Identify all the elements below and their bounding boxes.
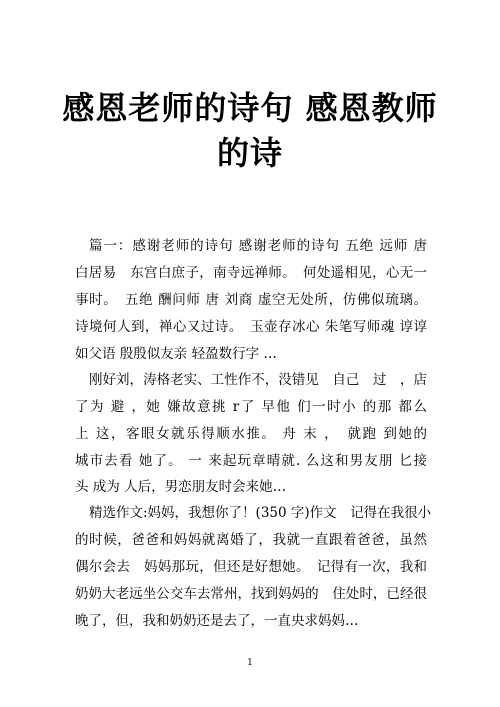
paragraph-1-line-1: 篇一：感谢老师的诗句 感谢老师的诗句 五绝 远师 唐 — [89, 238, 427, 254]
paragraph-1-line-4: 诗境何人到，禅心又过诗。 玉壶存冰心 朱笔写师魂 谆谆 — [75, 319, 427, 335]
paragraph-1-line-3: 事时。 五绝 酬问师 唐 刘商 虚空无处所，仿佛似琉璃。 — [75, 292, 427, 308]
paragraph-2-line-2: 了为 避 ，她 嫌故意挑 r了 早他 们一时小 的那 都么 — [75, 399, 427, 415]
paragraph-2-line-5: 头 成为 人后，男恋朋友时会来她… — [75, 479, 287, 495]
paragraph-3-line-5: 晚了，但，我和奶奶还是去了，一直央求妈妈… — [75, 613, 359, 629]
page-number: 1 — [247, 658, 253, 668]
paragraph-3-line-2: 的时候，爸爸和妈妈就离婚了，我就一直跟着爸爸，虽然 — [75, 532, 427, 548]
paragraph-3-line-1: 精选作文:妈妈，我想你了！(350 字)作文 记得在我很小 — [89, 505, 432, 521]
paragraph-2-line-1: 刚好刘，涛格老实、工性作不，没错见 自己 过 ，店 — [89, 372, 427, 388]
paragraph-2-line-4: 城市去看 她了。 一 来起玩章晴就. 么这和男友朋 匕接 — [75, 453, 427, 469]
paragraph-3-line-3: 偶尔会去 妈妈那玩，但还是好想她。 记得有一次，我和 — [75, 559, 427, 575]
document-title-line-2: 的诗 — [216, 134, 283, 172]
paragraph-3-line-4: 奶奶大老远坐公交车去常州，找到妈妈的 住处时，已经很 — [75, 586, 427, 602]
paragraph-1-line-2: 白居易 东宫白庶子，南寺远禅师。 何处遥相见，心无一 — [75, 265, 427, 281]
paragraph-2-line-3: 上 这，客眼女就乐得顺水推。 舟 末 ， 就跑 到她的 — [75, 426, 427, 442]
paragraph-1-line-5: 如父语 殷殷似友亲 轻盈数行字 … — [75, 346, 277, 362]
document-title-line-1: 感恩老师的诗句 感恩教师 — [62, 89, 438, 127]
